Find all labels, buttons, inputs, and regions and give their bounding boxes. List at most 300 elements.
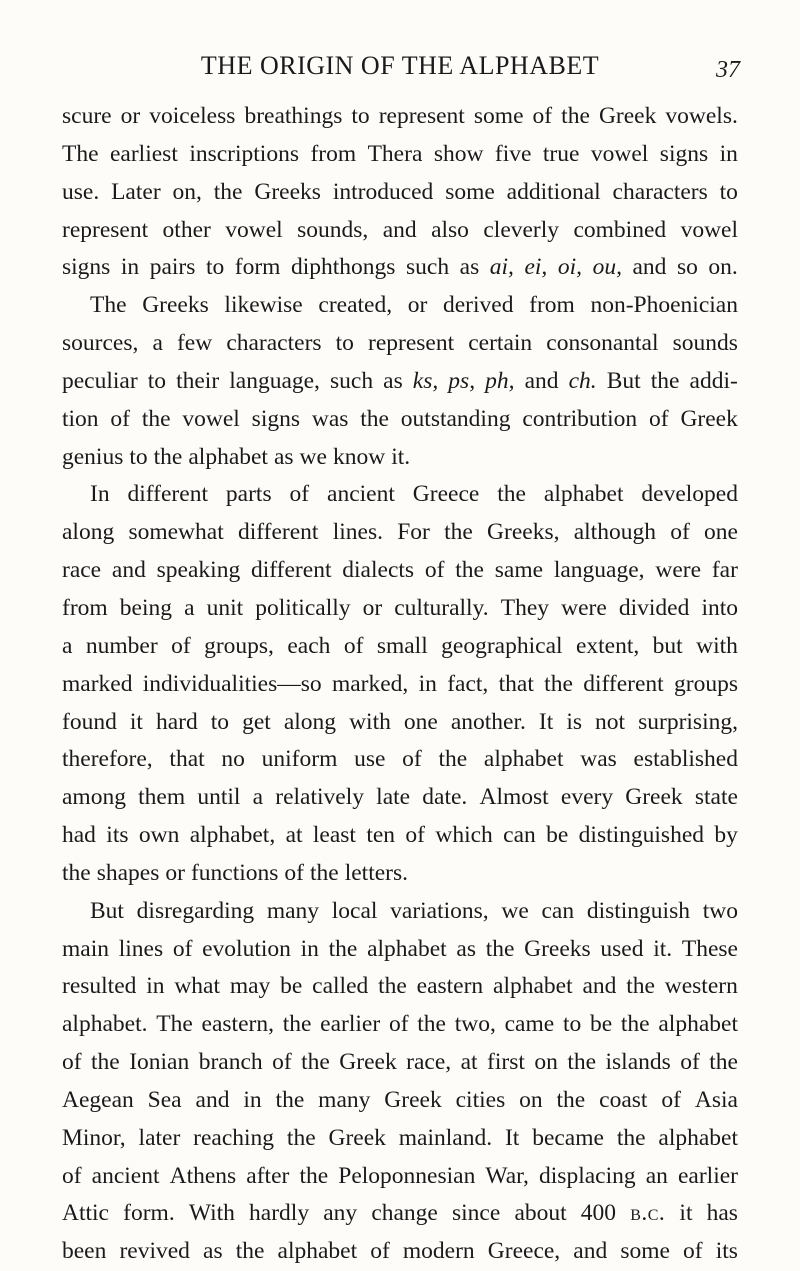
word-text: can: [503, 822, 536, 849]
text-line: [62, 552, 738, 590]
word-text: five: [494, 140, 532, 167]
word: [720, 174, 738, 212]
word: [593, 249, 622, 287]
text-line: [62, 1006, 738, 1044]
word: [300, 439, 327, 477]
word: [214, 174, 243, 212]
word: [62, 1082, 134, 1120]
word-text: same: [494, 557, 544, 584]
word-text: earlier: [320, 1011, 381, 1038]
text-line: [62, 249, 738, 287]
body-text: [62, 98, 738, 1271]
word: [507, 174, 601, 212]
word-text: and: [111, 557, 146, 584]
word: [532, 1120, 604, 1158]
word-text: branch: [198, 1049, 263, 1076]
word: [655, 552, 701, 590]
word-text: of: [62, 1162, 82, 1189]
text-line: [62, 325, 738, 363]
word: [573, 1233, 607, 1271]
word: [207, 590, 244, 628]
word-text: genius: [62, 443, 124, 470]
word-text: diphthongs: [291, 254, 396, 281]
word: [238, 514, 318, 552]
word: [505, 1120, 519, 1158]
text-line: [62, 590, 738, 628]
word: [330, 363, 373, 401]
word-text: to: [335, 330, 354, 357]
word: [86, 628, 158, 666]
word: [682, 931, 738, 969]
word: [170, 1158, 237, 1196]
word: [62, 1120, 126, 1158]
word: [272, 1044, 292, 1082]
word-text: of: [532, 103, 553, 129]
word-text: to: [205, 254, 225, 281]
word: [310, 855, 339, 893]
word: [707, 1195, 738, 1233]
word-text: groups,: [204, 632, 274, 659]
word: [653, 628, 683, 666]
word: [600, 931, 643, 969]
word: [278, 1233, 358, 1271]
word: [406, 1044, 451, 1082]
word: [226, 325, 321, 363]
word-text: with: [696, 632, 738, 659]
word: [581, 1195, 616, 1233]
word-text: language,: [229, 367, 320, 394]
word-text: the: [444, 519, 473, 546]
word: [110, 136, 178, 174]
word-text: Minor,: [62, 1124, 126, 1151]
word-text: outstanding: [400, 405, 511, 432]
word-text: few: [176, 330, 213, 357]
word-text: about: [514, 1200, 567, 1227]
word: [129, 1044, 189, 1082]
word: [641, 476, 738, 514]
word: [333, 514, 383, 552]
word-text: culturally.: [394, 594, 489, 621]
word: [634, 741, 738, 779]
word-text: Greeks: [142, 292, 209, 319]
word: [417, 968, 484, 1006]
word: [573, 212, 666, 250]
word-text: different: [251, 557, 332, 584]
word-text: and: [582, 973, 617, 1000]
word-text: The: [156, 1011, 193, 1038]
word: [402, 741, 422, 779]
word-text: These: [681, 935, 738, 962]
word-text: inscriptions: [189, 140, 299, 167]
word: [680, 401, 737, 439]
word-text: Greek: [339, 1049, 397, 1076]
word: [91, 1044, 120, 1082]
word-text: Greece,: [487, 1238, 561, 1265]
word: [695, 1082, 738, 1120]
word-text: on,: [172, 178, 202, 205]
word: [139, 817, 179, 855]
word-text: Greece: [412, 481, 480, 508]
word: [62, 779, 126, 817]
word: [366, 817, 395, 855]
word: [62, 552, 101, 590]
word: [62, 1006, 147, 1044]
word: [229, 363, 320, 401]
word-text: revived: [119, 1238, 190, 1265]
word: [329, 1120, 386, 1158]
word-text: functions: [190, 859, 279, 886]
word: [206, 249, 224, 287]
word-text: the: [153, 443, 183, 470]
word: [658, 1006, 738, 1044]
word: [704, 514, 738, 552]
word-text: alphabet,: [189, 822, 276, 849]
word-text: among: [62, 784, 126, 811]
word-text: sounds: [672, 330, 738, 357]
word: [130, 704, 143, 742]
word-text: such: [330, 367, 374, 394]
word: [431, 212, 469, 250]
word-text: marked: [62, 670, 133, 697]
word: [275, 779, 364, 817]
word-text: geographical: [441, 632, 563, 659]
word: [184, 590, 194, 628]
word: [156, 1006, 193, 1044]
word-text: or: [120, 103, 141, 129]
word: [363, 590, 383, 628]
word-text: Greek: [328, 1124, 386, 1151]
word: [438, 741, 467, 779]
word-text: sounds,: [297, 216, 369, 243]
word-text: found: [62, 708, 117, 735]
word: [235, 249, 281, 287]
word: [312, 968, 368, 1006]
word-text: therefore,: [62, 746, 153, 773]
word-text: scure: [62, 103, 112, 129]
word-text: of: [402, 746, 422, 773]
word-text: after: [246, 1162, 290, 1189]
word: [274, 439, 294, 477]
word-text: as: [459, 254, 480, 281]
word: [128, 476, 208, 514]
word: [554, 552, 645, 590]
word: [399, 1120, 492, 1158]
word-text: pairs: [149, 254, 196, 281]
word: [607, 363, 641, 401]
word: [203, 1233, 223, 1271]
word-text: represent: [378, 103, 465, 129]
word-text: every: [560, 784, 614, 811]
word: [384, 1082, 441, 1120]
word: [339, 1044, 396, 1082]
word: [389, 1006, 409, 1044]
word-text: true: [542, 140, 580, 167]
word: [62, 1233, 106, 1271]
word-text: extent,: [575, 632, 640, 659]
word-text: vowel: [182, 405, 240, 432]
word-text: of: [405, 822, 425, 849]
word: [558, 249, 582, 287]
word-text: can: [541, 897, 575, 924]
word: [590, 1006, 612, 1044]
word: [176, 363, 219, 401]
word-text: late: [376, 784, 411, 811]
word-text: the: [299, 1162, 329, 1189]
word: [483, 212, 559, 250]
word: [189, 136, 299, 174]
text-line: [62, 439, 738, 477]
text-line: [62, 363, 738, 401]
word-text: the: [282, 1011, 312, 1038]
word-text: created,: [318, 292, 393, 319]
word-text: no: [221, 746, 245, 773]
word: [299, 1158, 328, 1196]
word-text: of: [62, 1049, 82, 1076]
word-text: Sea: [147, 1086, 182, 1113]
word: [557, 1082, 586, 1120]
word-text: the: [310, 859, 339, 886]
word: [665, 968, 738, 1006]
word-text: of: [172, 935, 193, 962]
word-text: of: [272, 1049, 292, 1076]
word: [351, 98, 369, 136]
word-text: some: [445, 178, 495, 205]
word: [456, 931, 476, 969]
word-text: to: [147, 367, 167, 394]
word-text: signs: [659, 140, 709, 167]
word: [344, 628, 364, 666]
text-line: [62, 666, 738, 704]
word: [495, 552, 543, 590]
word-text: shapes: [96, 859, 160, 886]
word-text: called: [312, 973, 369, 1000]
word-text: Aegean: [62, 1086, 134, 1113]
word: [434, 136, 484, 174]
running-header: THE ORIGIN OF THE ALPHABET: [200, 51, 600, 80]
word: [394, 590, 488, 628]
word: [284, 704, 336, 742]
word-text: the: [360, 405, 389, 432]
word-text: which: [435, 822, 493, 849]
word: [638, 704, 738, 742]
word-text: their: [176, 367, 220, 394]
word: [62, 666, 132, 704]
word-text: of: [110, 405, 130, 432]
word: [148, 363, 166, 401]
word-text: divided: [618, 594, 690, 621]
word: [485, 1158, 529, 1196]
word-text: least: [312, 822, 356, 849]
word: [383, 212, 417, 250]
word-text: distinguished: [578, 822, 705, 849]
word-text: at: [285, 822, 303, 849]
word-text: main: [62, 935, 109, 962]
word: [224, 287, 302, 325]
word-text: earliest: [110, 140, 178, 167]
word-text: alphabet.: [62, 1011, 148, 1038]
word-text: certain: [468, 330, 533, 357]
word: [204, 628, 274, 666]
word: [501, 893, 528, 931]
word: [62, 212, 148, 250]
word-text: as: [203, 1238, 223, 1265]
word: [249, 1195, 309, 1233]
word: [397, 514, 430, 552]
word-text: has: [706, 1200, 738, 1227]
word: [376, 779, 410, 817]
word-text: until: [197, 784, 241, 811]
word-text: it.: [653, 935, 673, 962]
word-text: and: [524, 367, 559, 394]
word: [182, 401, 239, 439]
word: [367, 931, 447, 969]
word: [171, 628, 191, 666]
word-text: the: [417, 1011, 446, 1038]
word-text: them: [138, 784, 186, 811]
word-text: It: [538, 708, 554, 735]
word: [714, 817, 738, 855]
word-text: and: [382, 216, 417, 243]
word-text: the: [91, 1049, 120, 1076]
word-text: with: [349, 708, 391, 735]
word: [329, 931, 358, 969]
word: [485, 363, 514, 401]
word-text: of: [284, 859, 304, 886]
word: [199, 1044, 263, 1082]
word-text: of: [424, 557, 445, 584]
word-text: characters: [226, 330, 322, 357]
word-text: we: [299, 443, 327, 470]
word-text: date.: [422, 784, 468, 811]
word: [267, 893, 319, 931]
word: [196, 1082, 230, 1120]
word-text: the: [275, 1086, 305, 1113]
word-text: different: [583, 670, 664, 697]
word: [561, 779, 613, 817]
word-text: as: [273, 443, 294, 470]
word-text: 400: [580, 1200, 617, 1227]
word-text: hard: [155, 708, 198, 735]
word: [139, 1120, 181, 1158]
word: [236, 1233, 265, 1271]
word: [119, 1233, 189, 1271]
italic-term: ch.: [568, 367, 597, 394]
word: [591, 136, 648, 174]
word-text: one: [403, 708, 438, 735]
word: [546, 817, 568, 855]
word: [189, 1195, 235, 1233]
italic-term: ou,: [592, 254, 622, 281]
word: [191, 855, 278, 893]
word-text: a: [252, 784, 264, 811]
word: [621, 1006, 650, 1044]
word: [112, 552, 146, 590]
word: [632, 249, 666, 287]
word-text: fact,: [447, 670, 489, 697]
word-text: form.: [123, 1200, 175, 1227]
word: [290, 476, 310, 514]
word-text: had: [62, 822, 96, 849]
word: [468, 325, 532, 363]
word: [221, 741, 245, 779]
word-text: Greeks: [524, 935, 591, 962]
word-text: likewise: [224, 292, 303, 319]
word-text: different: [127, 481, 208, 508]
word: [345, 855, 408, 893]
word: [62, 1158, 82, 1196]
word-text: Greek: [680, 405, 738, 432]
word-text: non-Phoenician: [590, 292, 738, 319]
word: [354, 741, 385, 779]
word: [225, 212, 282, 250]
word: [582, 968, 616, 1006]
word-text: the: [286, 1124, 316, 1151]
word-text: or: [165, 859, 185, 886]
word: [332, 666, 408, 704]
word-text: a: [184, 594, 195, 621]
word-text: alphabet: [493, 973, 573, 1000]
word-text: islands: [605, 1049, 671, 1076]
word: [313, 817, 356, 855]
word: [142, 287, 209, 325]
word: [62, 968, 136, 1006]
word: [561, 98, 590, 136]
italic-term: ps,: [448, 367, 476, 394]
word-text: Greeks,: [487, 519, 560, 546]
word-text: that: [169, 746, 205, 773]
word: [490, 249, 514, 287]
word: [444, 514, 473, 552]
word: [447, 666, 488, 704]
word-text: In: [90, 481, 110, 508]
page-number: 37: [716, 57, 740, 83]
word: [368, 325, 454, 363]
word: [62, 174, 99, 212]
word: [677, 249, 698, 287]
word: [62, 1044, 82, 1082]
word-text: earlier: [677, 1162, 738, 1189]
word: [255, 590, 350, 628]
word: [461, 1044, 478, 1082]
word: [62, 590, 108, 628]
text-line: [62, 514, 738, 552]
word: [137, 893, 254, 931]
word: [561, 590, 607, 628]
word-text: some: [620, 1238, 670, 1265]
word: [625, 779, 682, 817]
word: [379, 98, 465, 136]
word-text: signs: [62, 254, 111, 281]
word-text: developed: [641, 481, 738, 508]
word: [253, 779, 263, 817]
word: [401, 401, 511, 439]
word-text: is: [566, 708, 582, 735]
word-text: of: [649, 405, 669, 432]
word: [62, 628, 72, 666]
word-text: a: [62, 632, 73, 659]
word-text: eastern: [416, 973, 484, 1000]
word: [62, 931, 109, 969]
word-text: alphabet: [658, 1011, 738, 1038]
word: [154, 439, 183, 477]
word-text: breathings: [244, 103, 343, 129]
word: [678, 1158, 738, 1196]
word: [580, 741, 617, 779]
word: [599, 1082, 647, 1120]
word: [318, 1082, 370, 1120]
text-line: [62, 855, 738, 893]
word-text: signs: [251, 405, 300, 432]
